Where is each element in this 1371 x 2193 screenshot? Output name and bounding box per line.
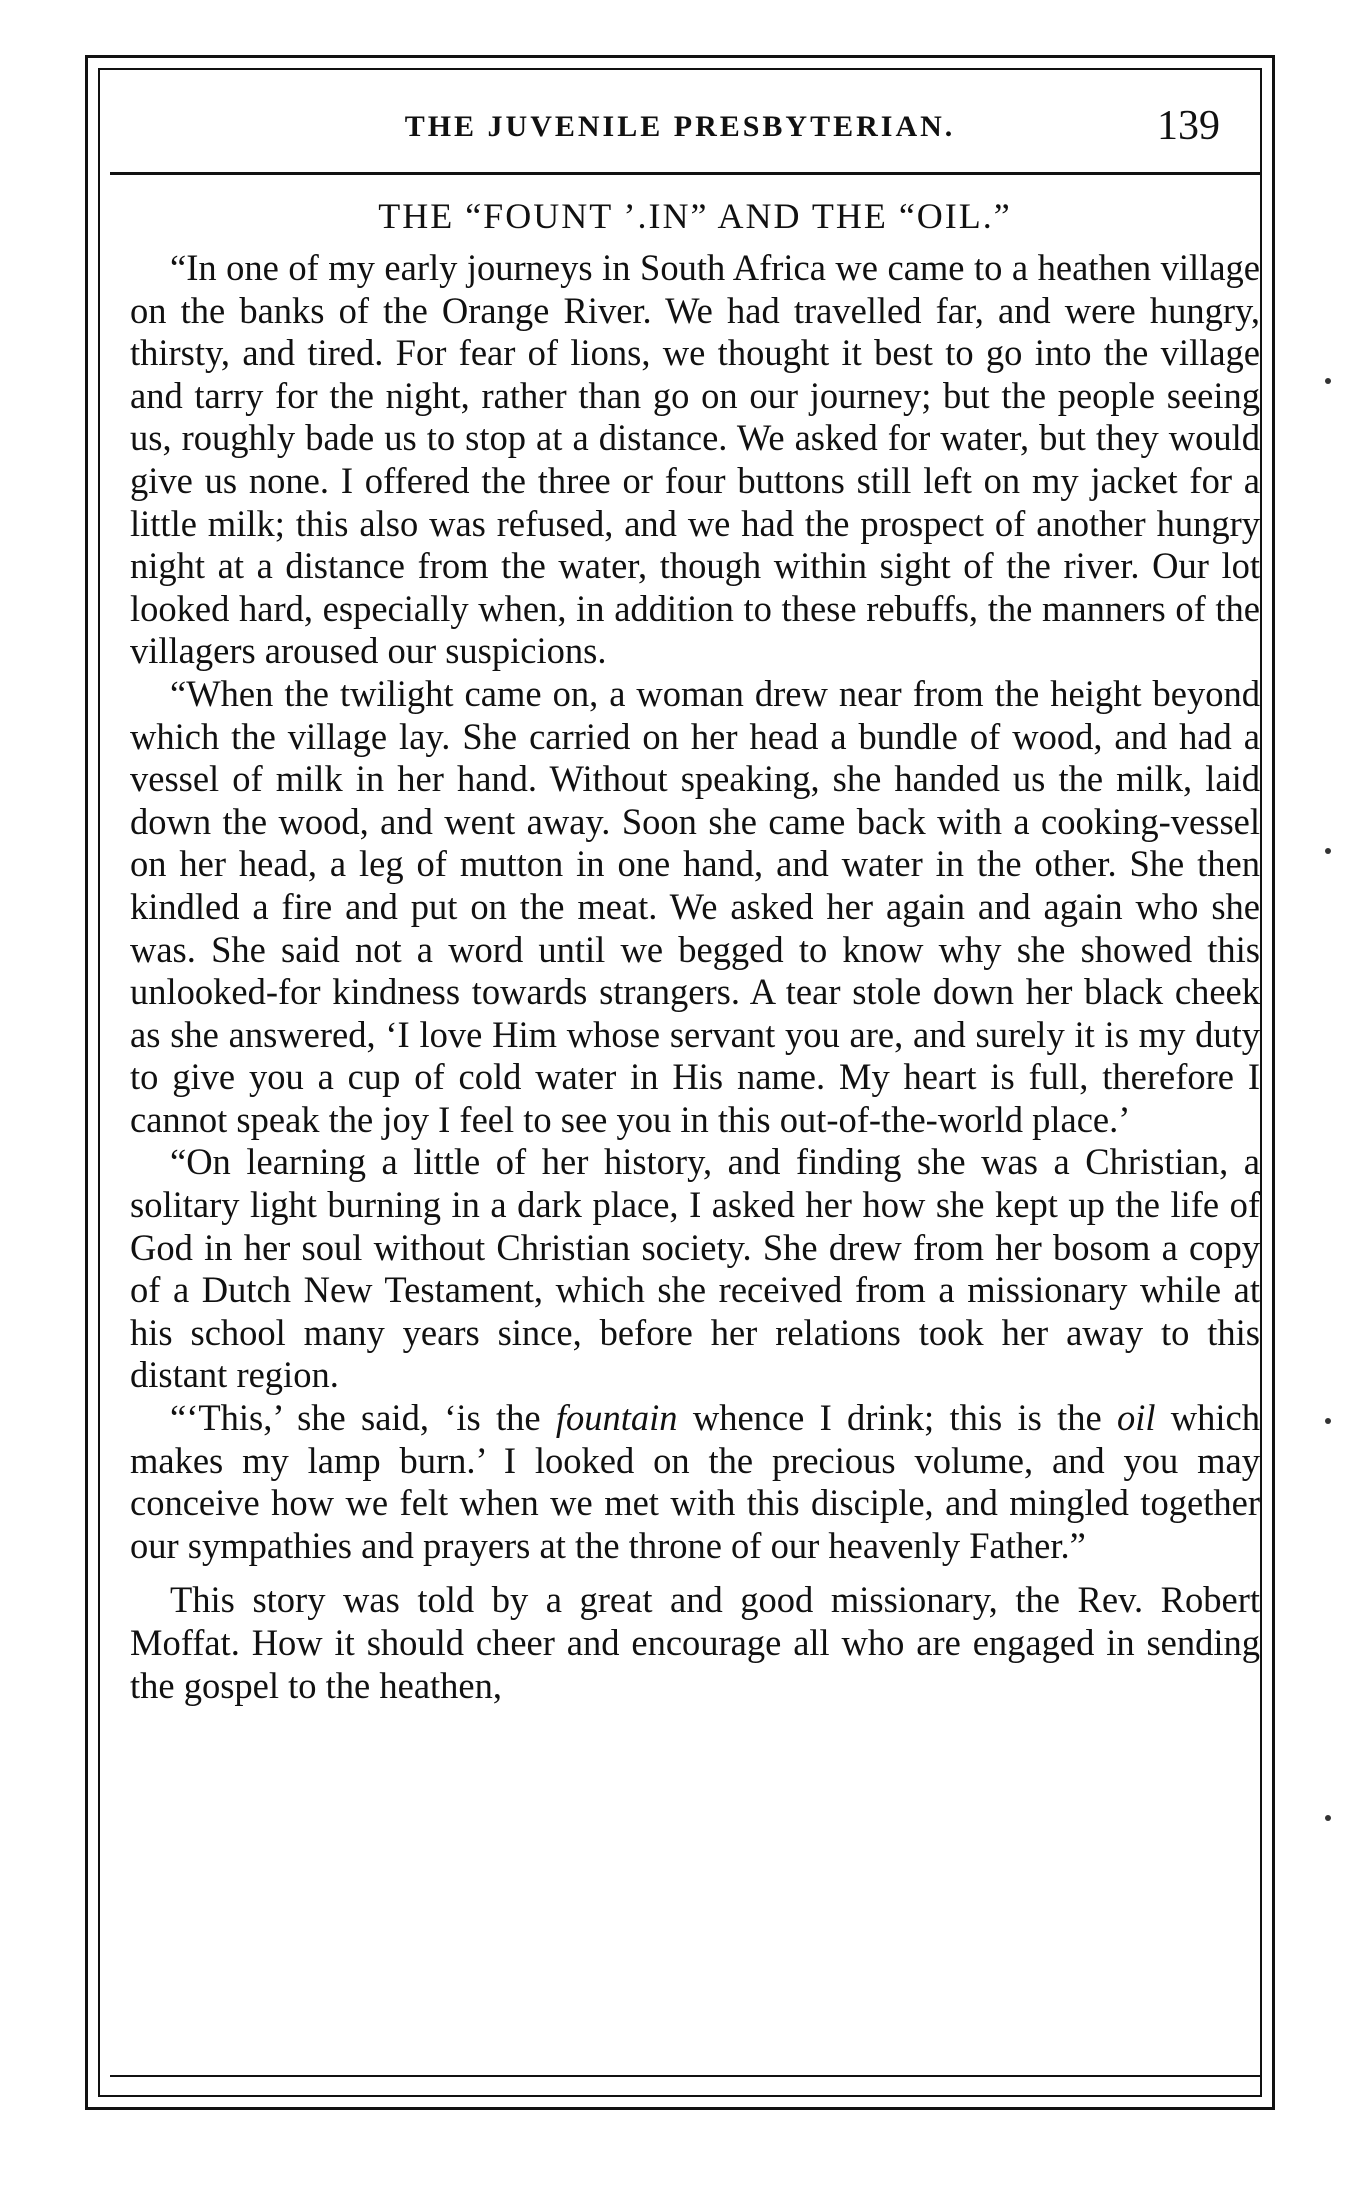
page-number: 139 xyxy=(1157,103,1220,149)
page-header xyxy=(110,100,1250,160)
margin-speck xyxy=(1325,848,1331,854)
fountain-word: fountain xyxy=(555,1397,678,1439)
oil-word: oil xyxy=(1116,1397,1156,1439)
paragraph-4-part-1: “‘This,’ she said, ‘is the xyxy=(170,1397,556,1439)
margin-speck xyxy=(1325,1815,1331,1821)
paragraph-4 xyxy=(130,1397,1260,1567)
paragraph-3: “On learning a little of her history, and finding she was a Christian, a solitary light burning in a dark place, I asked her how she kept up the life of God in her soul without Christian society. She drew from her bosom a copy of a Dutch New Testament, which she received from a missionary while at his school many years since, before her relations took her away to this distant region. xyxy=(130,1141,1260,1396)
header-rule xyxy=(110,172,1260,175)
paragraph-2: “When the twilight came on, a woman drew near from the height beyond which the village lay. She carried on her head a bundle of wood, and had a vessel of milk in her hand. Without speaking, she handed us the milk, laid down the wood, and went away. Soon she came back with a cooking-vessel on her head, a leg of mutton in one hand, and water in the other. She then kindled a fire and put on the meat. We asked her again and again who she was. She said not a word until we begged to know why she showed this unlooked-for kindness towards strangers. A tear stole down her black cheek as she answered, ‘I love Him whose servant you are, and surely it is my duty to give you a cup of cold water in His name. My heart is full, therefore I cannot speak the joy I feel to see you in this out-of-the-world place.’ xyxy=(130,672,1260,1140)
margin-speck xyxy=(1325,1418,1331,1424)
bottom-rule xyxy=(110,2075,1260,2077)
running-title: THE JUVENILE PRESBYTERIAN. xyxy=(404,110,956,143)
article-title: THE “FOUNT ’.IN” AND THE “OIL.” xyxy=(378,196,1012,236)
article xyxy=(130,195,1260,1707)
paragraph-4-part-3: which makes my lamp burn.’ I looked on the precious volume, and you may conceive how we felt when we met with this disciple, and mingled together our sympathies and prayers at the throne of our heavenly Father.” xyxy=(130,1397,1261,1566)
paragraph-1: “In one of my early journeys in South Africa we came to a heathen village on the banks of the Orange River. We had travelled far, and were hungry, thirsty, and tired. For fear of lions, we thought it best to go into the village and tarry for the night, rather than go on our journey; but the people seeing us, roughly bade us to stop at a distance. We asked for water, but they would give us none. I offered the three or four buttons still left on my jacket for a little milk; this also was refused, and we had the prospect of another hungry night at a distance from the water, though within sight of the river. Our lot looked hard, especially when, in addition to these rebuffs, the manners of the villagers aroused our suspicions. xyxy=(130,247,1260,672)
closing-paragraph: This story was told by a great and good missionary, the Rev. Robert Moffat. How it should cheer and encourage all who are engaged in sending the gospel to the heathen, xyxy=(130,1579,1260,1706)
paragraph-4-part-2: whence I drink; this is the xyxy=(677,1397,1117,1439)
margin-speck xyxy=(1325,378,1331,384)
